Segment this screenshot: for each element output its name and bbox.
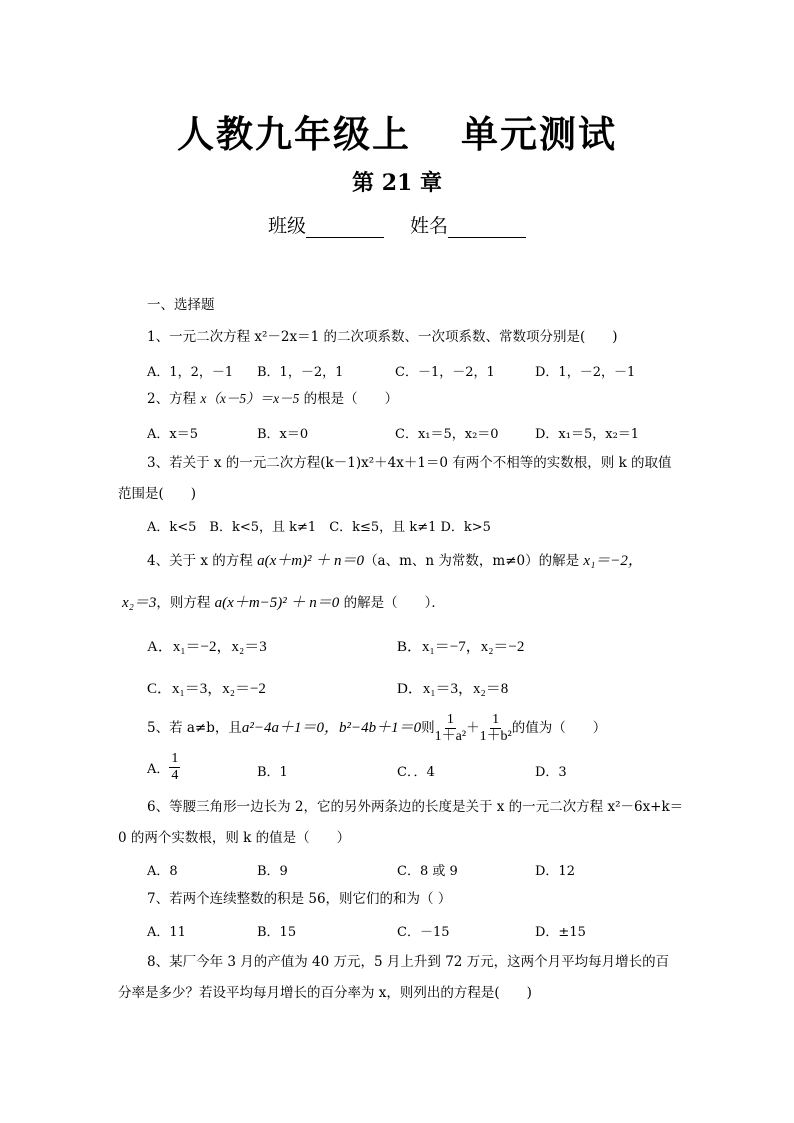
q7-option-c[interactable]: C．－15 (397, 925, 450, 940)
q5-equation: a²−4a＋1＝0，b²−4b＋1＝0 (241, 720, 422, 736)
question-7: 7、若两个连续整数的积是 56，则它们的和为（ ） (147, 891, 452, 907)
q5-option-c[interactable]: C．．4 (397, 765, 435, 780)
q6-option-b[interactable]: B．9 (257, 864, 288, 879)
question-4-line-2: x₂＝3，则方程 a(x＋m−5)² ＋ n＝0 的解是（ ）． (122, 595, 445, 611)
title-left: 人教九年级上 (177, 112, 411, 156)
q2-equation: x（x－5）＝x－5 (200, 391, 300, 406)
q6-option-c[interactable]: C．8 或 9 (397, 864, 458, 879)
question-2: 2、方程 x（x－5）＝x－5 的根是（ ） (147, 391, 399, 407)
q7-option-b[interactable]: B．15 (257, 925, 297, 940)
q4-option-a[interactable]: A．x₁＝−2，x₂＝3 (147, 639, 267, 655)
q7-option-d[interactable]: D．±15 (535, 925, 586, 940)
q4-option-b[interactable]: B．x₁＝−7，x₂＝−2 (397, 639, 525, 655)
q5-option-d[interactable]: D．3 (535, 765, 567, 780)
q4-option-c[interactable]: C．x₁＝3，x₂＝−2 (147, 681, 266, 697)
q5-option-b[interactable]: B．1 (257, 765, 288, 780)
q4-option-d[interactable]: D．x₁＝3，x₂＝8 (397, 681, 509, 697)
title-right: 单元测试 (461, 112, 617, 156)
q2-option-a[interactable]: A．x＝5 (147, 427, 198, 442)
class-label: 班级 (267, 215, 306, 237)
student-info-row (0, 211, 794, 238)
question-8-line-2: 分率是多少？若设平均每月增长的百分率为 x，则列出的方程是( ) (118, 985, 532, 1001)
q4-equation-1: a(x＋m)² ＋ n＝0 (257, 553, 365, 569)
q4-root-2: x₂＝3 (122, 595, 157, 611)
q7-option-a[interactable]: A．11 (147, 925, 186, 940)
question-6-line-2: 0 的两个实数根，则 k 的值是（ ） (118, 830, 351, 846)
question-3-line-2: 范围是( ) (118, 486, 197, 502)
q2-option-c[interactable]: C．x₁＝5，x₂＝0 (395, 427, 499, 442)
name-label: 姓名 (410, 215, 449, 237)
q4-equation-2: a(x＋m−5)² ＋ n＝0 (214, 595, 340, 611)
name-blank[interactable] (448, 217, 526, 238)
page-title (0, 104, 794, 158)
question-4-line-1: 4、关于 x 的方程 a(x＋m)² ＋ n＝0（a、m、n 为常数，m≠0）的解是 x₁＝−2， (147, 553, 643, 569)
question-5: 5、若 a≠b，且 a²−4a＋1＝0，b²−4b＋1＝0 则 $\frac{1}{\text{1＋a²}}$ ＋ $\frac{1}{\text{1＋b²}}$ 的值为（ ） (147, 711, 607, 744)
q1-option-a[interactable]: A．1，2，－1 (147, 365, 234, 380)
q5-option-a[interactable]: A． $\frac{1}{4}$ (147, 750, 179, 783)
q5-fraction-a: $\frac{1}{\text{1＋a²}}$ (434, 711, 467, 744)
q1-option-d[interactable]: D．1，－2，－1 (535, 365, 636, 380)
q6-option-d[interactable]: D．12 (535, 864, 575, 879)
q5-option-a-fraction: $\frac{1}{4}$ (171, 750, 179, 783)
class-blank[interactable] (306, 217, 384, 238)
q3-options[interactable]: A．k<5 B．k<5，且 k≠1 C．k≤5，且 k≠1 D．k>5 (147, 520, 491, 535)
question-6-line-1: 6、等腰三角形一边长为 2，它的另外两条边的长度是关于 x 的一元二次方程 x²－6x+k＝ (147, 799, 684, 815)
q6-option-a[interactable]: A．8 (147, 864, 178, 879)
q1-option-c[interactable]: C．－1，－2，1 (395, 365, 495, 380)
question-1: 1、一元二次方程 x²－2x＝1 的二次项系数、一次项系数、常数项分别是( ) (147, 329, 618, 345)
q1-option-b[interactable]: B．1，－2，1 (257, 365, 344, 380)
question-8-line-1: 8、某厂今年 3 月的产值为 40 万元，5 月上升到 72 万元，这两个月平均每月增长的百 (147, 954, 670, 970)
section-heading: 一、选择题 (147, 297, 215, 313)
q4-root-1: x₁＝−2， (583, 553, 643, 569)
question-3-line-1: 3、若关于 x 的一元二次方程(k－1)x²＋4x＋1＝0 有两个不相等的实数根，则 k 的取值 (147, 455, 672, 471)
q5-fraction-b: $\frac{1}{\text{1＋b²}}$ (479, 711, 512, 744)
q2-option-d[interactable]: D．x₁＝5，x₂＝1 (535, 427, 640, 442)
chapter-heading: 第 21 章 (352, 170, 442, 196)
q2-option-b[interactable]: B．x＝0 (257, 427, 309, 442)
